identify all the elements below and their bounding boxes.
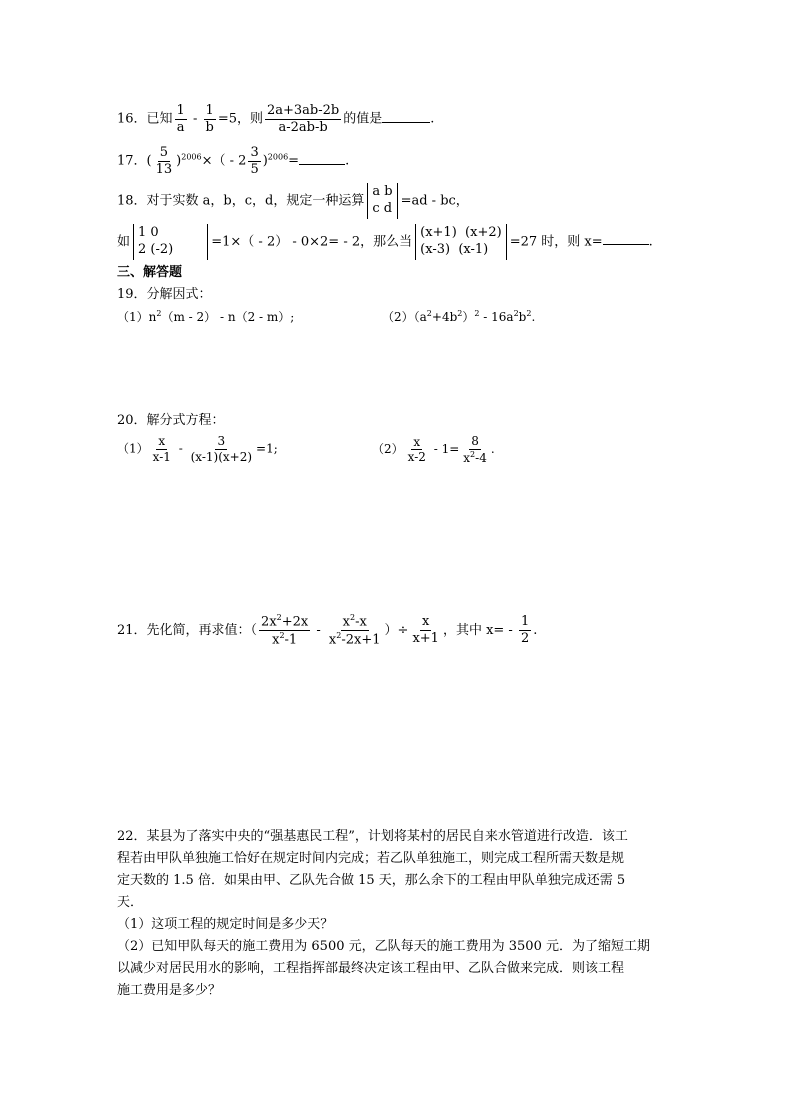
q22-line-4: 天． xyxy=(117,895,144,910)
q21-fraction-4: $\frac{1}{2}$ xyxy=(520,614,530,646)
q20-fraction-2: $\frac{3}{(x-1)(x+2)}$ xyxy=(190,434,253,464)
q22-sub-question-2-line-1: （2）已知甲队每天的施工费用为 6500 元，乙队每天的施工费用为 3500 元．为了缩短工期 xyxy=(117,939,650,954)
question-21: 21．先化简，再求值：（ $\frac{2x^2+2x}{x^2-1}$ - $\frac{x^2-x}{x^2-2x+1}$ ）÷ $\frac{x}{x+1}$ ，其中 x= - $\frac{1}{2}$ . xyxy=(117,613,538,648)
q16-fraction-2: $\frac{1}{b}$ xyxy=(205,103,214,135)
section-heading: 三、解答题 xyxy=(117,265,183,280)
q22-sub-question-1: （1）这项工程的规定时间是多少天？ xyxy=(117,917,334,932)
determinant-definition: a b c d xyxy=(367,183,397,219)
question-19-part-1: $(1)n^2(m - 2) - n(2 - m)$; xyxy=(117,309,295,324)
question-20-title: 20．解分式方程： xyxy=(117,413,225,428)
q16-fraction-1: $\frac{1}{a}$ xyxy=(176,103,185,135)
q22-line-2: 程若由甲队单独施工恰好在规定时间内完成；若乙队单独施工，则完成工程所需天数是规 xyxy=(117,851,625,866)
q17-fraction-2: $\frac{3}{5}$ xyxy=(250,145,259,177)
question-19-part-2: $(2)(a^2+4b^2)^2 - 16a^2b^2$. xyxy=(382,309,536,324)
question-16: 16．已知 $\frac{1}{a}$ - $\frac{1}{b}$ =5，则 $\frac{2a+3ab-2b}{a-2ab-b}$ 的值是 . xyxy=(117,103,435,135)
q20-fraction-3: $\frac{x}{x-2}$ xyxy=(407,434,426,465)
q22-sub-question-2-line-3: 施工费用是多少？ xyxy=(117,983,222,998)
q17-fraction-1: $\frac{5}{13}$ xyxy=(155,145,173,177)
q20-fraction-1: $\frac{x}{x-1}$ xyxy=(152,434,171,464)
q16-fraction-3: $\frac{2a+3ab-2b}{a-2ab-b}$ xyxy=(267,103,340,135)
q21-fraction-2: $\frac{x^2-x}{x^2-2x+1}$ xyxy=(328,613,381,648)
q20-fraction-4: $\frac{8}{x^2-4}$ xyxy=(463,434,487,465)
question-19-title: 19．分解因式： xyxy=(117,287,212,302)
question-20-part-2: （2） $\frac{x}{x-2}$ - 1= $\frac{8}{x^2-4}$ . xyxy=(372,434,495,465)
answer-blank xyxy=(603,234,649,245)
q21-fraction-3: $\frac{x}{x+1}$ xyxy=(412,614,439,646)
q22-line-1: 22．某县为了落实中央的“强基惠民工程”，计划将某村的居民自来水管道进行改造．该工 xyxy=(117,829,628,844)
q22-line-3: 定天数的 1.5 倍．如果由甲、乙队先合做 15 天，那么余下的工程由甲队单独完成还需 5 xyxy=(117,873,626,888)
question-22 xyxy=(117,826,673,1002)
determinant-condition: (x+1) (x+2) (x-3) (x-1) xyxy=(415,224,507,260)
answer-blank xyxy=(382,112,430,123)
q16-prefix: 16．已知 xyxy=(117,111,173,127)
question-18-line-2: 如 1 0 2 (-2) =1×（ - 2） - 0×2= - 2，那么当 (x+1) (x+2) (x-3) (x-1) =27 时，则 x= . xyxy=(117,224,653,260)
q22-sub-question-2-line-2: 以减少对居民用水的影响，工程指挥部最终决定该工程由甲、乙队合做来完成．则该工程 xyxy=(117,961,625,976)
question-18: 18．对于实数 a，b，c，d，规定一种运算 a b c d =ad - bc， xyxy=(117,183,469,219)
answer-blank xyxy=(299,154,345,165)
q21-fraction-1: $\frac{2x^2+2x}{x^2-1}$ xyxy=(261,613,309,648)
question-17: 17．( $\frac{5}{13}$ )$^{2006}$×（ - 2 $\frac{3}{5}$ )$^{2006}$= . xyxy=(117,145,350,177)
question-20-part-1: （1） $\frac{x}{x-1}$ - $\frac{3}{(x-1)(x+2)}$ =1; xyxy=(117,434,278,464)
determinant-example: 1 0 2 (-2) xyxy=(133,224,208,260)
